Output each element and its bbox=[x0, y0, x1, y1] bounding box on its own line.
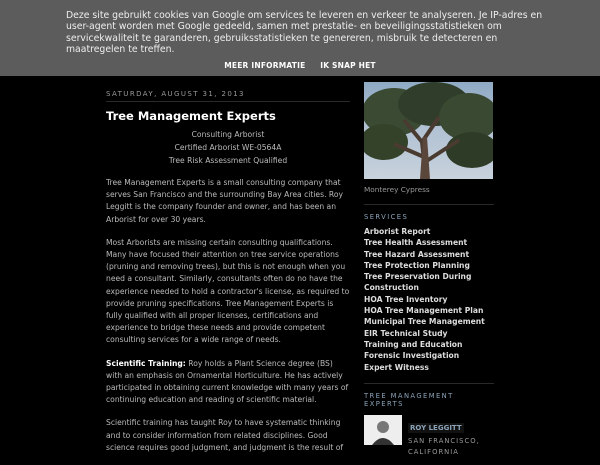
accept-cookies-button[interactable]: IK SNAP HET bbox=[320, 61, 376, 70]
post-title[interactable]: Tree Management Experts bbox=[106, 109, 276, 123]
service-link[interactable]: Training and Education bbox=[364, 339, 463, 349]
profile-name[interactable]: ROY LEGGITT bbox=[410, 423, 462, 432]
divider bbox=[364, 204, 494, 205]
cookie-banner bbox=[0, 0, 600, 76]
service-link[interactable]: Tree Health Assessment bbox=[364, 238, 468, 248]
services-title: SERVICES bbox=[364, 213, 409, 221]
service-link[interactable]: Forensic Investigation bbox=[364, 351, 460, 361]
post-date: SATURDAY, AUGUST 31, 2013 bbox=[106, 90, 350, 102]
credential-line: Tree Risk Assessment Qualified bbox=[168, 156, 288, 165]
post-paragraph: Most Arborists are missing certain consulting qualifications. Many have focused their attention on tree service operations (pruning and removing trees), but this is not enough when you need a consultant. Similarly, consultants often do no have the experience needed to hold a contractor's license, as required to provide pruning specifications. Tree Management Experts is fully qualified with all proper licenses, certifications and experience to bridge these needs and provide competent consulting services for a wide range of needs. bbox=[106, 237, 350, 345]
avatar[interactable] bbox=[364, 415, 402, 445]
service-link[interactable]: Tree Hazard Assessment bbox=[364, 249, 470, 259]
divider bbox=[364, 383, 494, 384]
credentials bbox=[106, 128, 350, 167]
about-title: TREE MANAGEMENT EXPERTS bbox=[364, 391, 454, 408]
credential-line: Consulting Arborist bbox=[191, 130, 265, 139]
credential-line: Certified Arborist WE-0564A bbox=[174, 143, 282, 152]
paragraph-label: Scientific Training: bbox=[106, 358, 186, 368]
paragraph-text: Roy holds a Plant Science degree (BS) with an emphasis on Ornamental Horticulture. He has actively participated in obtaining current knowledge with many years of continuing education and reading of scientific material. bbox=[106, 358, 349, 405]
cookie-actions bbox=[0, 61, 600, 70]
service-link[interactable]: Tree Protection Planning bbox=[364, 260, 470, 270]
cookie-message: Deze site gebruikt cookies van Google om services te leveren en verkeer te analyseren. Je IP-adres en user-agent worden met Google gedeeld, samen met prestatie- en beveiligingsstatistieken om servicekwaliteit te garanderen, gebruiksstatistieken te genereren, misbruik te detecteren en maatregelen te treffen. bbox=[66, 10, 543, 56]
post-paragraph: Scientific training has taught Roy to have systematic thinking and to consider information from related disciplines. Good science requires good judgment, and judgment is the result of bbox=[106, 418, 344, 452]
blog-post bbox=[106, 90, 350, 465]
profile-location: CALIFORNIA bbox=[408, 447, 459, 456]
service-link[interactable]: HOA Tree Inventory bbox=[364, 294, 448, 304]
more-info-button[interactable]: MEER INFORMATIE bbox=[224, 61, 306, 70]
person-icon bbox=[364, 415, 402, 445]
post-paragraph bbox=[106, 358, 350, 407]
service-link[interactable]: EIR Technical Study bbox=[364, 328, 448, 338]
service-link[interactable]: Municipal Tree Management bbox=[364, 317, 485, 327]
service-link[interactable]: Expert Witness bbox=[364, 362, 429, 372]
service-link[interactable]: Tree Preservation During Construction bbox=[364, 272, 472, 293]
tree-photo[interactable] bbox=[364, 82, 493, 179]
service-link[interactable]: HOA Tree Management Plan bbox=[364, 306, 484, 316]
services-list bbox=[364, 226, 494, 373]
cypress-tree-image bbox=[364, 82, 493, 179]
photo-caption: Monterey Cypress bbox=[364, 185, 430, 194]
service-link[interactable]: Arborist Report bbox=[364, 227, 431, 236]
profile-location: SAN FRANCISCO, bbox=[408, 436, 480, 445]
post-paragraph: Tree Management Experts is a small consulting company that serves San Francisco and the surrounding Bay Area cities. Roy Leggitt is the company founder and owner, and has been an Arborist for over 30 years. bbox=[106, 178, 343, 224]
sidebar bbox=[364, 82, 494, 456]
